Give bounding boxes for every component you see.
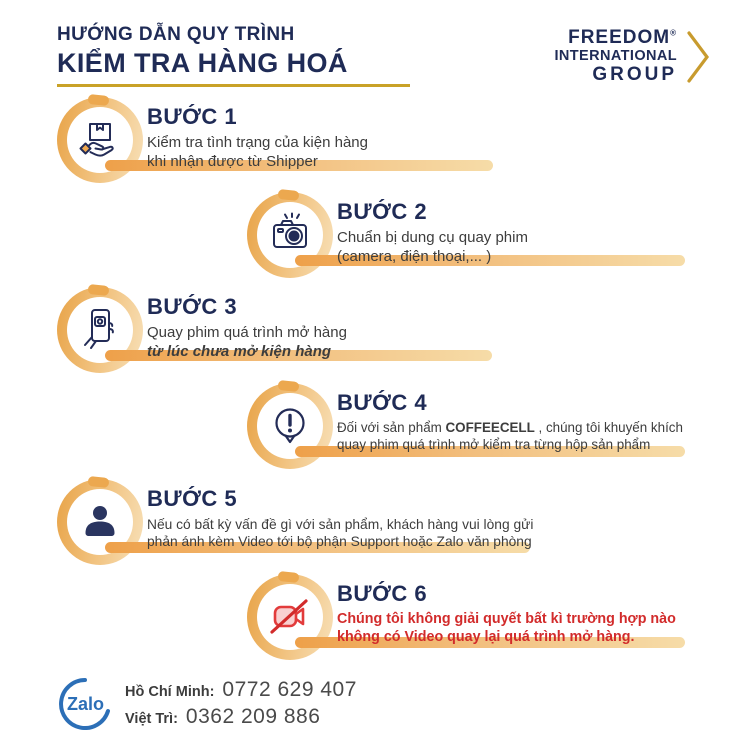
step-4-icon-wrap — [257, 393, 323, 459]
step-6-title: BƯỚC 6 — [337, 581, 428, 606]
step-6-line2: không có Video quay lại quá trình mở hàng. — [337, 628, 635, 645]
step-4-line1-bold: COFFEECELL — [445, 420, 535, 435]
step-5-text — [147, 516, 533, 550]
step-3 — [57, 287, 697, 377]
contact-number-viettri: 0362 209 886 — [185, 704, 321, 728]
logo-word-freedom: FREEDOM — [568, 27, 671, 48]
step-4-line2: quay phim quá trình mở kiểm tra từng hộp sản phẩm — [337, 436, 651, 452]
contact-rows — [125, 678, 357, 729]
video-off-icon — [267, 594, 313, 640]
step-4-text — [337, 420, 683, 454]
step-2-text — [337, 229, 528, 267]
step-3-line1: Quay phim quá trình mở hàng — [147, 324, 347, 341]
step-3-icon-wrap — [67, 297, 133, 363]
contact-row-hcm — [125, 678, 357, 702]
step-6-text — [337, 611, 676, 647]
step-5-title: BƯỚC 5 — [147, 486, 238, 511]
page-title — [57, 24, 348, 79]
footer-contacts — [55, 676, 357, 730]
step-3-content — [147, 294, 347, 362]
logo-line2: INTERNATIONAL — [554, 47, 677, 64]
zalo-wordmark: Zalo — [67, 694, 105, 714]
step-4-content — [337, 390, 683, 454]
zalo-icon — [55, 676, 115, 730]
ring-cap — [278, 571, 300, 583]
step-1-line1: Kiểm tra tình trạng của kiện hàng — [147, 134, 368, 151]
step-6-icon-wrap — [257, 584, 323, 650]
step-6-line1: Chúng tôi không giải quyết bất kì trường hợp nào — [337, 611, 676, 627]
alert-pin-icon — [267, 403, 313, 449]
step-1-title: BƯỚC 1 — [147, 104, 238, 129]
logo-line3: GROUP — [592, 63, 677, 85]
step-2 — [247, 192, 750, 282]
contact-row-viettri — [125, 705, 357, 729]
logo-text — [554, 28, 677, 86]
contact-label-hcm: Hồ Chí Minh: — [125, 683, 215, 700]
step-6-content — [337, 581, 676, 647]
step-5 — [57, 479, 697, 569]
step-3-text — [147, 324, 347, 362]
freedom-international-group-logo — [554, 28, 710, 86]
step-2-icon-wrap — [257, 202, 323, 268]
ring-cap — [88, 94, 110, 106]
step-5-line2: phản ánh kèm Video tới bộ phận Support hoặc Zalo văn phòng — [147, 534, 532, 550]
step-2-content — [337, 199, 528, 267]
step-1-content — [147, 104, 368, 172]
page-title-line2: KIỂM TRA HÀNG HOÁ — [57, 48, 348, 78]
camera-icon — [267, 212, 313, 258]
phone-recording-icon — [77, 307, 123, 353]
step-6 — [247, 574, 750, 664]
step-2-title: BƯỚC 2 — [337, 199, 428, 224]
step-1-icon-wrap — [67, 107, 133, 173]
page-title-line1: HƯỚNG DẪN QUY TRÌNH — [57, 24, 295, 45]
step-4-title: BƯỚC 4 — [337, 390, 428, 415]
step-4 — [247, 383, 750, 473]
title-underline — [57, 84, 410, 87]
contact-label-viettri: Việt Trì: — [125, 710, 178, 727]
package-in-hand-icon — [77, 117, 123, 163]
step-4-line1-post: , chúng tôi khuyến khích — [534, 420, 683, 435]
gold-chevron-icon — [686, 30, 710, 84]
step-3-line2: từ lúc chưa mở kiện hàng — [147, 342, 332, 360]
person-icon — [77, 499, 123, 545]
ring-cap — [88, 476, 110, 488]
step-2-line1: Chuẩn bị dung cụ quay phim — [337, 229, 528, 246]
step-2-line2: (camera, điện thoại,... ) — [337, 247, 492, 265]
step-1-line2: khi nhận được từ Shipper — [147, 152, 318, 170]
step-5-icon-wrap — [67, 489, 133, 555]
ring-cap — [278, 189, 300, 201]
ring-cap — [88, 284, 110, 296]
logo-line1 — [554, 28, 677, 49]
ring-cap — [278, 380, 300, 392]
step-5-line1: Nếu có bất kỳ vấn đề gì với sản phẩm, khách hàng vui lòng gửi — [147, 517, 534, 532]
step-1 — [57, 97, 697, 187]
contact-number-hcm: 0772 629 407 — [222, 677, 357, 701]
step-4-line1-pre: Đối với sản phẩm — [337, 420, 446, 435]
registered-mark: ® — [670, 28, 677, 38]
step-3-title: BƯỚC 3 — [147, 294, 238, 319]
step-5-content — [147, 486, 533, 550]
step-1-text — [147, 134, 368, 172]
